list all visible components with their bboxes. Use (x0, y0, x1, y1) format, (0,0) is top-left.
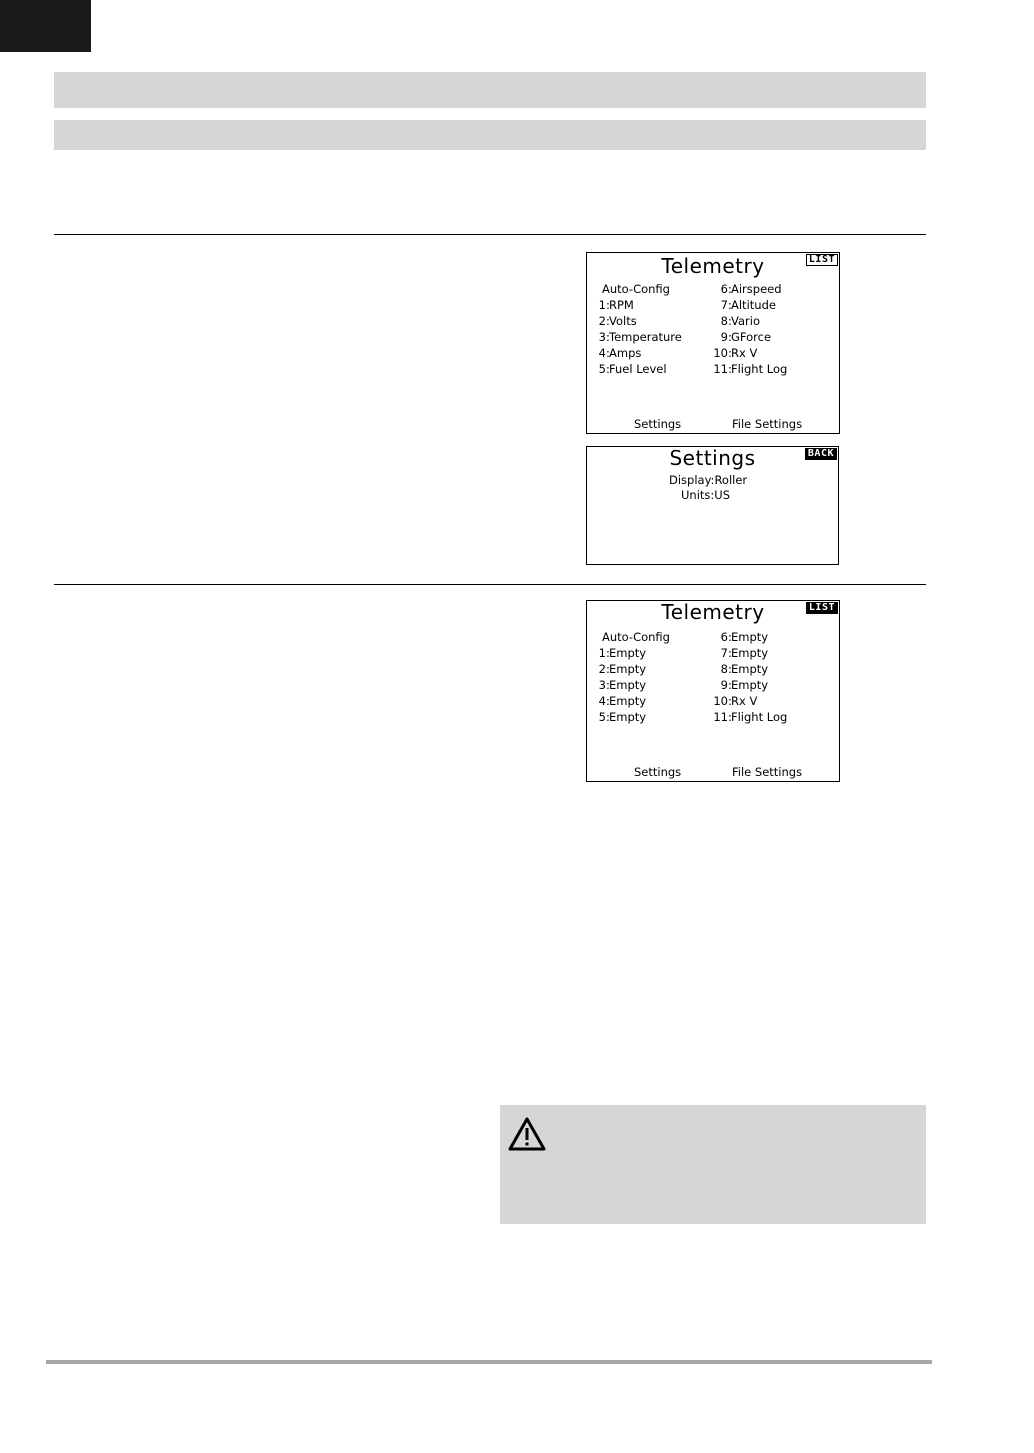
telemetry-right-column (710, 281, 787, 377)
telemetry-slot-9[interactable]: 9 : GForce (720, 330, 772, 344)
warning-box (500, 1105, 926, 1224)
section-divider (54, 234, 926, 235)
telemetry-slot-2[interactable]: 2 : Empty (598, 662, 647, 676)
section-header-band (54, 72, 926, 108)
back-button[interactable]: BACK (805, 448, 837, 460)
telemetry-slot-10[interactable]: 10 : Rx V (713, 694, 758, 708)
settings-option[interactable]: Settings (634, 417, 682, 431)
telemetry-slot-5[interactable]: 5 : Fuel Level (598, 362, 667, 376)
telemetry-slot-6[interactable]: 6 : Empty (720, 630, 769, 644)
telemetry-settings-screen (586, 446, 839, 565)
telemetry-screen-2 (586, 600, 840, 782)
display-setting[interactable]: Display:Roller (669, 473, 748, 487)
screen-title: Settings (669, 446, 756, 470)
telemetry-screen-1 (586, 252, 840, 434)
subsection-header-band (54, 120, 926, 150)
telemetry-slot-5[interactable]: 5 : Empty (598, 710, 647, 724)
telemetry-slot-7[interactable]: 7 : Altitude (720, 298, 776, 312)
section-divider (54, 584, 926, 585)
auto-config-item[interactable]: Auto-Config (602, 630, 670, 644)
list-button[interactable]: LIST (806, 254, 838, 266)
telemetry-slot-1[interactable]: 1 : RPM (598, 298, 634, 312)
telemetry-slot-6[interactable]: 6 : Airspeed (720, 282, 782, 296)
units-setting[interactable]: Units:US (681, 488, 730, 502)
file-settings-option[interactable]: File Settings (732, 417, 803, 431)
settings-option[interactable]: Settings (634, 765, 682, 779)
page-corner-tab (0, 0, 91, 52)
telemetry-slot-7[interactable]: 7 : Empty (720, 646, 769, 660)
telemetry-slot-8[interactable]: 8 : Vario (720, 314, 760, 328)
telemetry-slot-4[interactable]: 4 : Empty (598, 694, 647, 708)
telemetry-slot-4[interactable]: 4 : Amps (598, 346, 642, 360)
telemetry-slot-8[interactable]: 8 : Empty (720, 662, 769, 676)
warning-triangle-icon (507, 1116, 547, 1152)
telemetry-slot-3[interactable]: 3 : Empty (598, 678, 647, 692)
screen-title: Telemetry (661, 600, 765, 624)
telemetry-left-column (593, 281, 682, 377)
telemetry-right-column (710, 629, 787, 725)
telemetry-slot-9[interactable]: 9 : Empty (720, 678, 769, 692)
footer-rule (46, 1360, 932, 1364)
telemetry-slot-11[interactable]: 11 : Flight Log (713, 362, 788, 376)
telemetry-slot-3[interactable]: 3 : Temperature (598, 330, 682, 344)
file-settings-option[interactable]: File Settings (732, 765, 803, 779)
auto-config-item[interactable]: Auto-Config (602, 282, 670, 296)
telemetry-slot-10[interactable]: 10 : Rx V (713, 346, 758, 360)
telemetry-slot-1[interactable]: 1 : Empty (598, 646, 647, 660)
telemetry-slot-11[interactable]: 11 : Flight Log (713, 710, 788, 724)
telemetry-left-column (593, 629, 670, 725)
list-button[interactable]: LIST (806, 602, 838, 614)
telemetry-slot-2[interactable]: 2 : Volts (598, 314, 637, 328)
screen-title: Telemetry (661, 254, 765, 278)
